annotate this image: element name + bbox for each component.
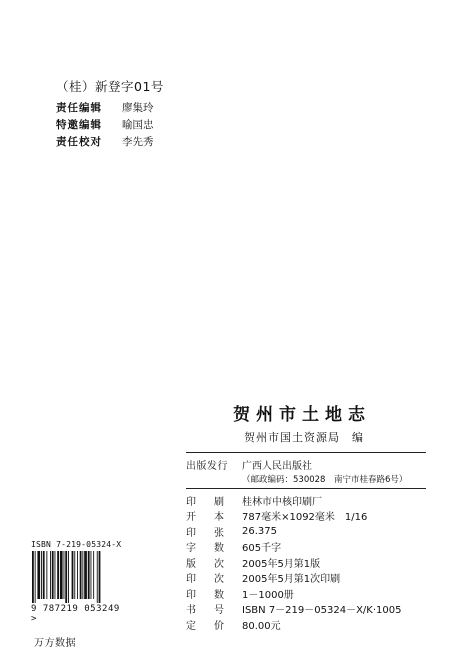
barcode-bar [97,551,98,603]
divider [186,488,426,489]
barcode-bars [31,551,124,603]
spec-label [186,586,224,601]
spec-label-char: 字 [186,543,196,555]
divider [186,452,426,453]
publisher-row [186,457,426,473]
barcode-bar [68,551,69,603]
spec-label-char: 印 [186,527,196,539]
spec-label-char: 张 [214,527,224,539]
editor-name: 廖集玲 [122,102,154,114]
spec-label [186,555,224,570]
spec-row [186,508,426,524]
barcode-bar [74,551,75,599]
spec-value: 2005年5月第1版 [242,558,321,570]
spec-row [186,586,426,602]
spec-value: 1－1000册 [242,589,294,601]
editor-role: 责任编辑 [56,102,102,114]
spec-label [186,617,224,632]
spec-value: 605千字 [242,543,282,555]
barcode-bar [32,551,34,603]
spec-label-char: 刷 [214,496,224,508]
barcode-bar [41,551,42,599]
spec-value: 桂林市中核印刷厂 [242,496,322,508]
publication-info [186,452,426,632]
barcode-block [31,540,124,624]
footer-watermark: 万方数据 [34,638,76,649]
spec-label-char: 版 [186,558,196,570]
compiler-line: 贺州市国土资源局 编 [244,431,364,444]
spec-label-char: 印 [186,496,196,508]
barcode-bar [35,551,36,603]
spec-row [186,570,426,586]
spec-value: 26.375 [242,525,277,537]
barcode-bar [82,551,83,599]
spec-label-char: 定 [186,620,196,632]
book-title: 贺州市土地志 [233,405,371,425]
barcode-bar [91,551,92,599]
spec-row [186,493,426,509]
barcode-bar [43,551,45,599]
editor-row [56,100,154,117]
spec-label [186,508,224,523]
spec-label [186,524,224,539]
spec-label-char: 数 [214,589,224,601]
spec-row [186,555,426,571]
spec-row [186,617,426,633]
barcode-bar [77,551,78,599]
barcode-bar [72,551,74,599]
spec-value: 787毫米×1092毫米 1/16 [242,512,368,524]
registration-number: （桂）新登字01号 [56,79,164,94]
barcode-bar [60,551,63,599]
barcode-bar [57,551,59,599]
spec-row [186,539,426,555]
barcode-bar [64,551,65,599]
spec-label [186,570,224,585]
spec-value: 2005年5月第1次印刷 [242,574,341,586]
spec-label-char: 印 [186,574,196,586]
spec-label [186,539,224,554]
publisher-label: 出版发行 [186,461,228,473]
barcode-bar [50,551,51,599]
spec-label-char: 价 [214,620,224,632]
barcode-isbn-label: ISBN 7-219-05324-X [31,540,122,549]
barcode-bar [37,551,40,599]
editor-role: 特邀编辑 [56,119,102,131]
barcode-bar [84,551,87,599]
spec-value: ISBN 7－219－05324－X/K·1005 [242,605,402,617]
spec-label-char: 次 [214,574,224,586]
barcode-digits: 9 787219 053249 > [31,604,120,624]
editor-credits [56,100,154,151]
spec-label [186,601,224,616]
barcode-bar [55,551,56,599]
editor-row [56,117,154,134]
publisher-address: （邮政编码：530028 南宁市桂春路6号） [242,474,408,485]
barcode-bar [93,551,94,599]
spec-label-char: 开 [186,512,196,524]
editor-row [56,134,154,151]
spec-row [186,524,426,540]
spec-label-char: 书 [186,605,196,617]
spec-label-char: 号 [214,605,224,617]
barcode-bar [46,551,47,599]
barcode-bar [99,551,101,603]
spec-label-char: 次 [214,558,224,570]
barcode-bar [52,551,54,599]
publisher-value: 广西人民出版社 [242,461,312,473]
spec-value: 80.00元 [242,620,281,632]
editor-name: 喻国忠 [122,119,154,131]
barcode-bar [80,551,82,599]
spec-label-char: 印 [186,589,196,601]
barcode-bar [65,551,67,603]
editor-name: 李先秀 [122,136,154,148]
editor-role: 责任校对 [56,136,102,148]
spec-label-char: 本 [214,512,224,524]
spec-row [186,601,426,617]
barcode-bar [88,551,90,599]
spec-label-char: 数 [214,543,224,555]
spec-label [186,493,224,508]
